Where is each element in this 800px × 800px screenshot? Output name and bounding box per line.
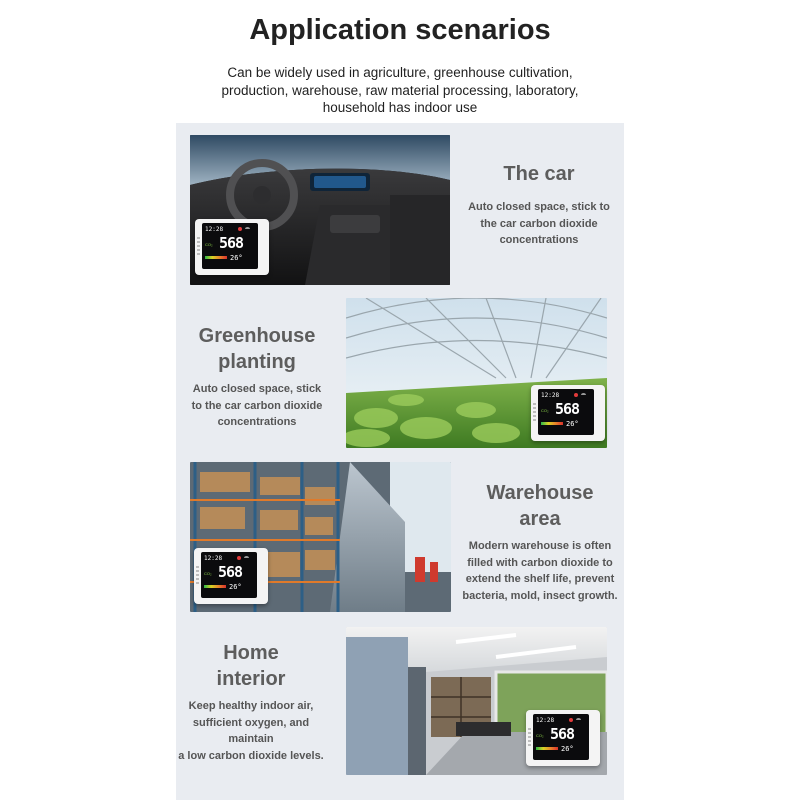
device-time: 12:28 xyxy=(205,226,224,233)
device-co2-label: CO₂ xyxy=(541,408,549,413)
wifi-icon xyxy=(581,393,586,397)
caption-title: planting xyxy=(218,351,296,373)
caption-title: area xyxy=(519,508,561,530)
caption-line: to the car carbon dioxide xyxy=(191,399,323,412)
subtitle-line: Can be widely used in agriculture, greenhouse cultivation, xyxy=(227,65,573,80)
page-subtitle xyxy=(190,64,610,117)
device-vents xyxy=(533,403,536,423)
greenhouse-caption xyxy=(182,323,332,431)
device-temperature: 26° xyxy=(230,254,243,262)
caption-line: bacteria, mold, insect growth. xyxy=(462,589,618,602)
device-screen xyxy=(533,714,589,760)
caption-line: concentrations xyxy=(217,416,297,428)
device-co2-label: CO₂ xyxy=(204,571,212,576)
subtitle-line: household has indoor use xyxy=(322,100,478,115)
caption-line: Keep healthy indoor air, xyxy=(188,700,314,712)
device-temperature: 26° xyxy=(229,583,242,591)
device-time: 12:28 xyxy=(204,555,223,562)
alarm-icon xyxy=(238,227,242,231)
caption-title: The car xyxy=(503,163,575,185)
air-quality-bar xyxy=(536,747,558,750)
car-caption xyxy=(464,161,614,249)
caption-title: interior xyxy=(216,668,286,690)
air-quality-bar xyxy=(205,256,227,259)
co2-monitor-device xyxy=(531,385,605,441)
home-caption xyxy=(176,640,326,764)
device-vents xyxy=(197,237,200,257)
caption-line: Auto closed space, stick xyxy=(192,383,322,395)
device-screen xyxy=(538,389,594,435)
wifi-icon xyxy=(576,718,581,722)
co2-monitor-device xyxy=(526,710,600,766)
device-screen xyxy=(202,223,258,269)
wifi-icon xyxy=(244,556,249,560)
caption-body xyxy=(464,199,614,249)
caption-body xyxy=(182,381,332,431)
page-title: Application scenarios xyxy=(249,14,551,46)
caption-title: Greenhouse xyxy=(198,325,316,347)
subtitle-line: production, warehouse, raw material processing, laboratory, xyxy=(221,82,579,98)
device-co2-value: 568 xyxy=(550,725,575,743)
device-co2-value: 568 xyxy=(555,400,580,418)
caption-line: the car carbon dioxide xyxy=(480,217,598,230)
caption-line: sufficient oxygen, and maintain xyxy=(192,716,310,745)
device-co2-label: CO₂ xyxy=(205,242,213,247)
caption-line: Modern warehouse is often xyxy=(468,540,612,552)
device-screen xyxy=(201,552,257,598)
caption-title: Home xyxy=(223,642,279,664)
co2-monitor-device xyxy=(195,219,269,275)
air-quality-bar xyxy=(204,585,226,588)
wifi-icon xyxy=(245,227,250,231)
device-co2-value: 568 xyxy=(219,234,244,252)
device-time: 12:28 xyxy=(541,392,560,399)
caption-line: Auto closed space, stick to xyxy=(468,201,610,213)
caption-line: extend the shelf life, prevent xyxy=(465,573,615,585)
caption-line: a low carbon dioxide levels. xyxy=(178,749,324,762)
caption-body xyxy=(460,538,620,604)
device-vents xyxy=(196,566,199,586)
caption-line: concentrations xyxy=(499,234,579,246)
device-temperature: 26° xyxy=(561,745,574,753)
caption-title: Warehouse xyxy=(486,482,594,504)
caption-body xyxy=(176,698,326,764)
alarm-icon xyxy=(574,393,578,397)
caption-line: filled with carbon dioxide to xyxy=(467,556,613,569)
device-co2-value: 568 xyxy=(218,563,243,581)
warehouse-caption xyxy=(460,480,620,604)
air-quality-bar xyxy=(541,422,563,425)
device-temperature: 26° xyxy=(566,420,579,428)
alarm-icon xyxy=(569,718,573,722)
device-vents xyxy=(528,728,531,748)
co2-monitor-device xyxy=(194,548,268,604)
alarm-icon xyxy=(237,556,241,560)
device-time: 12:28 xyxy=(536,717,555,724)
device-co2-label: CO₂ xyxy=(536,733,544,738)
